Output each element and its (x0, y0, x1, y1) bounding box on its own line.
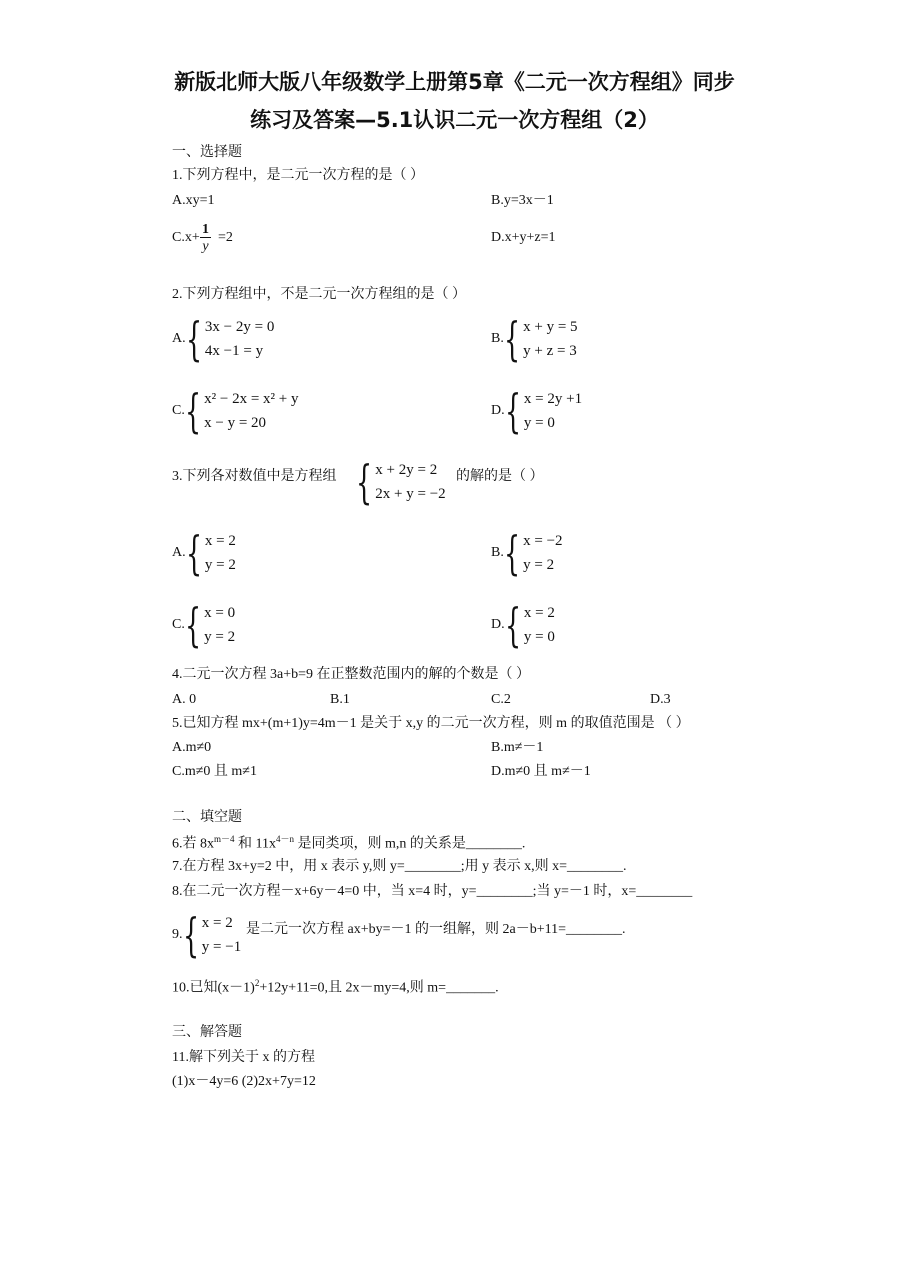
question-11-stem: 11.解下列关于 x 的方程 (172, 1050, 315, 1065)
question-10-prefix: 10.已知(x－1) (172, 980, 255, 996)
question-4-option-b: B.1 (330, 692, 350, 707)
left-brace: { (503, 526, 520, 580)
question-4-option-c: C.2 (491, 692, 511, 707)
question-1-option-a: A.xy=1 (172, 193, 215, 208)
question-1-option-c-prefix: C.x+ (172, 230, 200, 245)
equation: y + z = 3 (523, 343, 577, 359)
equation: y = 2 (523, 557, 555, 573)
section-heading-solve: 三、解答题 (172, 1025, 242, 1040)
left-brace: { (504, 384, 521, 438)
option-label: C. (172, 403, 185, 418)
question-10-suffix: +12y+11=0,且 2x－my=4,则 m=_______. (259, 980, 499, 996)
equation: y = 0 (523, 629, 555, 645)
question-11-parts: (1)x－4y=6 (2)2x+7y=12 (172, 1074, 316, 1089)
left-brace: { (184, 598, 201, 652)
question-2-option-d (491, 384, 583, 438)
left-brace: { (184, 384, 201, 438)
equation: x = 2 (204, 532, 236, 549)
question-3-stem-suffix: 的解的是（ ） (456, 469, 544, 484)
question-3-option-b (491, 526, 563, 580)
question-1-option-c-suffix: =2 (218, 230, 233, 245)
question-2-option-b (491, 312, 578, 366)
question-6-prefix: 6.若 8x (172, 836, 214, 852)
equation: 2x + y = −2 (375, 486, 446, 502)
equation: x = 2y +1 (523, 390, 583, 407)
left-brace: { (504, 598, 521, 652)
option-label: B. (491, 545, 504, 560)
question-6-exponent-2: 4－n (276, 834, 295, 844)
question-3-option-a (172, 526, 236, 580)
fraction-denominator: y (202, 239, 209, 255)
left-brace: { (182, 908, 199, 962)
question-10-exponent: 2 (254, 978, 260, 988)
left-brace: { (185, 526, 202, 580)
question-3-system (356, 455, 446, 509)
option-label: D. (491, 403, 505, 418)
option-label: B. (491, 331, 504, 346)
equation: y = 2 (204, 557, 236, 573)
question-1-option-d: D.x+y+z=1 (491, 230, 556, 245)
question-2-stem: 2.下列方程组中，不是二元一次方程组的是（ ） (172, 287, 466, 302)
equation: y = −1 (201, 939, 242, 955)
equation: 3x − 2y = 0 (204, 318, 275, 335)
question-9-system (172, 908, 242, 962)
left-brace: { (503, 312, 520, 366)
question-10 (172, 978, 499, 997)
question-2-option-a (172, 312, 275, 366)
section-heading-fill-blank: 二、填空题 (172, 810, 242, 825)
left-brace: { (356, 455, 373, 509)
equation: 4x −1 = y (204, 343, 264, 359)
equation: x − y = 20 (204, 415, 267, 431)
question-4-stem: 4.二元一次方程 3a+b=9 在正整数范围内的解的个数是（ ） (172, 667, 531, 682)
question-5-option-c: C.m≠0 且 m≠1 (172, 764, 257, 779)
option-label: A. (172, 331, 186, 346)
section-heading-choice: 一、选择题 (172, 145, 242, 160)
question-1-option-c-fraction (200, 222, 211, 257)
question-5-option-d: D.m≠0 且 m≠－1 (491, 764, 591, 779)
document-title-line1: 新版北师大版八年级数学上册第5章《二元一次方程组》同步 (174, 70, 735, 94)
question-3-option-d (491, 598, 555, 652)
question-4-option-d: D.3 (650, 692, 671, 707)
question-5-option-a: A.m≠0 (172, 740, 212, 755)
equation: y = 0 (523, 415, 555, 431)
question-2-option-c (172, 384, 299, 438)
question-9-text: 是二元一次方程 ax+by=－1 的一组解，则 2a－b+11=________. (246, 922, 626, 937)
question-6-exponent-1: m－4 (214, 834, 235, 844)
option-label: C. (172, 617, 185, 632)
question-1-option-b: B.y=3x－1 (491, 193, 554, 208)
question-7: 7.在方程 3x+y=2 中，用 x 表示 y,则 y=________;用 y 表示 x,则 x=________. (172, 859, 627, 874)
equation: x + 2y = 2 (375, 461, 438, 478)
question-9-label: 9. (172, 927, 183, 942)
fraction-numerator: 1 (202, 222, 209, 237)
question-6 (172, 834, 525, 853)
equation: x = 0 (204, 604, 236, 621)
question-4-option-a: A. 0 (172, 692, 197, 707)
equation: x² − 2x = x² + y (204, 390, 299, 407)
option-label: A. (172, 545, 186, 560)
equation: y = 2 (204, 629, 236, 645)
question-6-middle: 和 11x (234, 836, 276, 852)
question-5-option-b: B.m≠－1 (491, 740, 544, 755)
option-label: D. (491, 617, 505, 632)
question-1-stem: 1.下列方程中，是二元一次方程的是（ ） (172, 168, 424, 183)
question-8: 8.在二元一次方程－x+6y－4=0 中，当 x=4 时，y=________;当 y=－1 时，x=________ (172, 884, 693, 899)
question-3-stem-prefix: 3.下列各对数值中是方程组 (172, 469, 337, 484)
equation: x = −2 (523, 532, 563, 549)
equation: x = 2 (523, 604, 555, 621)
question-5-stem: 5.已知方程 mx+(m+1)y=4m－1 是关于 x,y 的二元一次方程，则 m 的取值范围是 （ ） (172, 716, 690, 731)
equation: x + y = 5 (523, 318, 578, 335)
question-3-option-c (172, 598, 236, 652)
left-brace: { (185, 312, 202, 366)
question-6-suffix: 是同类项，则 m,n 的关系是________. (294, 836, 526, 852)
document-title-line2: 练习及答案—5.1认识二元一次方程组（2） (250, 108, 659, 132)
equation: x = 2 (201, 914, 233, 931)
